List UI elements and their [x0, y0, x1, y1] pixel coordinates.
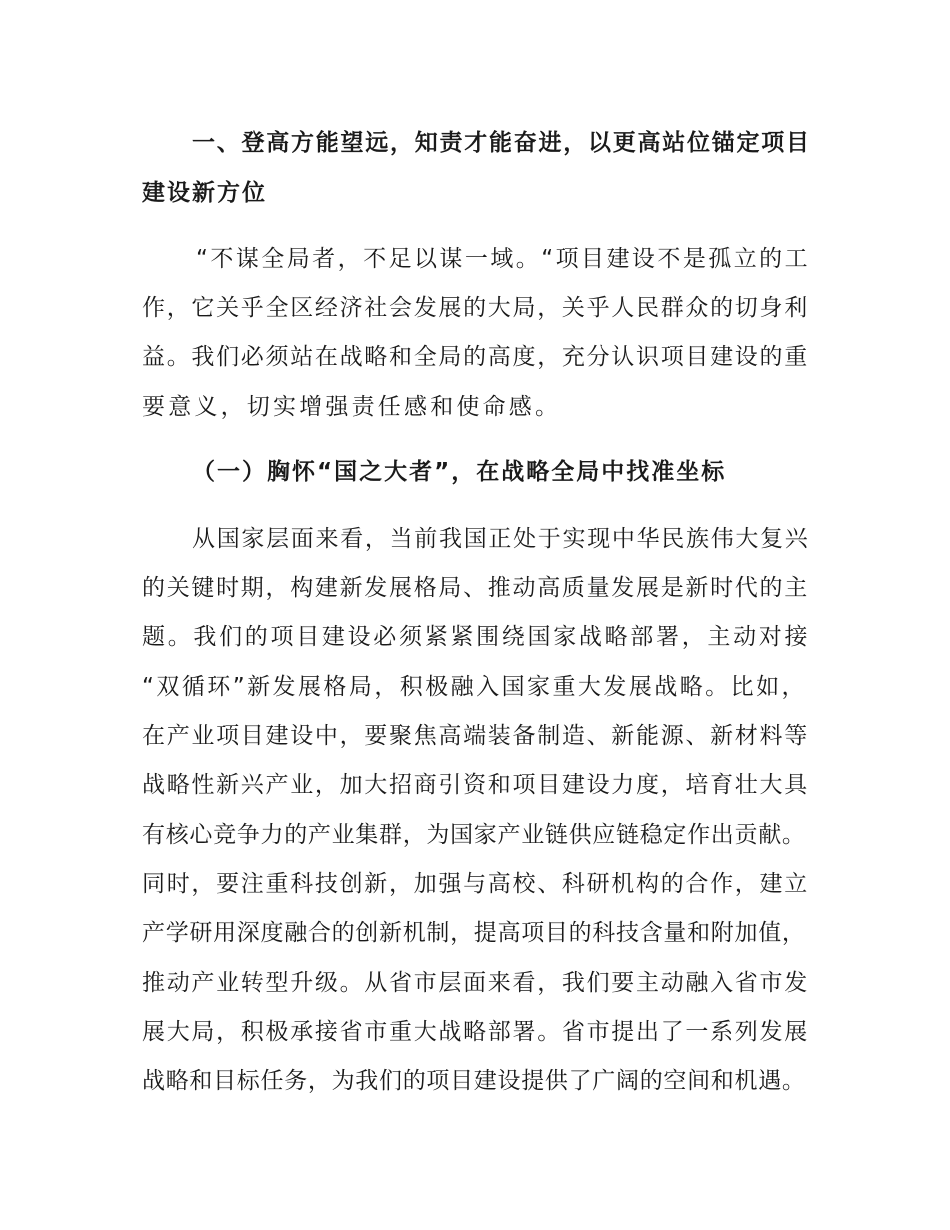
body-paragraph-line: 同时，要注重科技创新，加强与高校、科研机构的合作，建立 — [142, 871, 809, 897]
body-paragraph-line: 展大局，积极承接省市重大战略部署。省市提出了一系列发展 — [142, 1019, 809, 1045]
intro-paragraph-line: 作，它关乎全区经济社会发展的大局，关乎人民群众的切身利 — [142, 295, 809, 321]
section-heading-line-1: 一、登高方能望远，知责才能奋进，以更高站位锚定项目 — [192, 130, 811, 156]
body-paragraph-line: 有核心竞争力的产业集群，为国家产业链供应链稳定作出贡献。 — [142, 822, 806, 848]
body-paragraph-line: 在产业项目建设中，要聚焦高端装备制造、新能源、新材料等 — [142, 723, 809, 749]
body-paragraph-line: 战略和目标任务，为我们的项目建设提供了广阔的空间和机遇。 — [142, 1068, 806, 1094]
intro-paragraph-line: “不谋全局者，不足以谋一域。“项目建设不是孤立的工 — [196, 246, 811, 272]
section-heading-line-2: 建设新方位 — [142, 180, 267, 206]
body-paragraph-line: 产学研用深度融合的创新机制，提高项目的科技含量和附加值， — [142, 920, 806, 946]
body-paragraph-line: 推动产业转型升级。从省市层面来看，我们要主动融入省市发 — [142, 970, 809, 996]
subsection-heading: （一）胸怀“国之大者”，在战略全局中找准坐标 — [192, 459, 727, 485]
intro-paragraph-line: 要意义，切实增强责任感和使命感。 — [142, 394, 562, 420]
body-paragraph-line: “双循环”新发展格局，积极融入国家重大发展战略。比如， — [142, 674, 807, 700]
body-paragraph-line: 的关键时期，构建新发展格局、推动高质量发展是新时代的主 — [142, 575, 809, 601]
body-paragraph-line: 战略性新兴产业，加大招商引资和项目建设力度，培育壮大具 — [142, 772, 809, 798]
body-paragraph-line: 从国家层面来看，当前我国正处于实现中华民族伟大复兴 — [192, 526, 810, 552]
intro-paragraph-line: 益。我们必须站在战略和全局的高度，充分认识项目建设的重 — [142, 344, 809, 370]
body-paragraph-line: 题。我们的项目建设必须紧紧围绕国家战略部署，主动对接 — [142, 624, 811, 650]
